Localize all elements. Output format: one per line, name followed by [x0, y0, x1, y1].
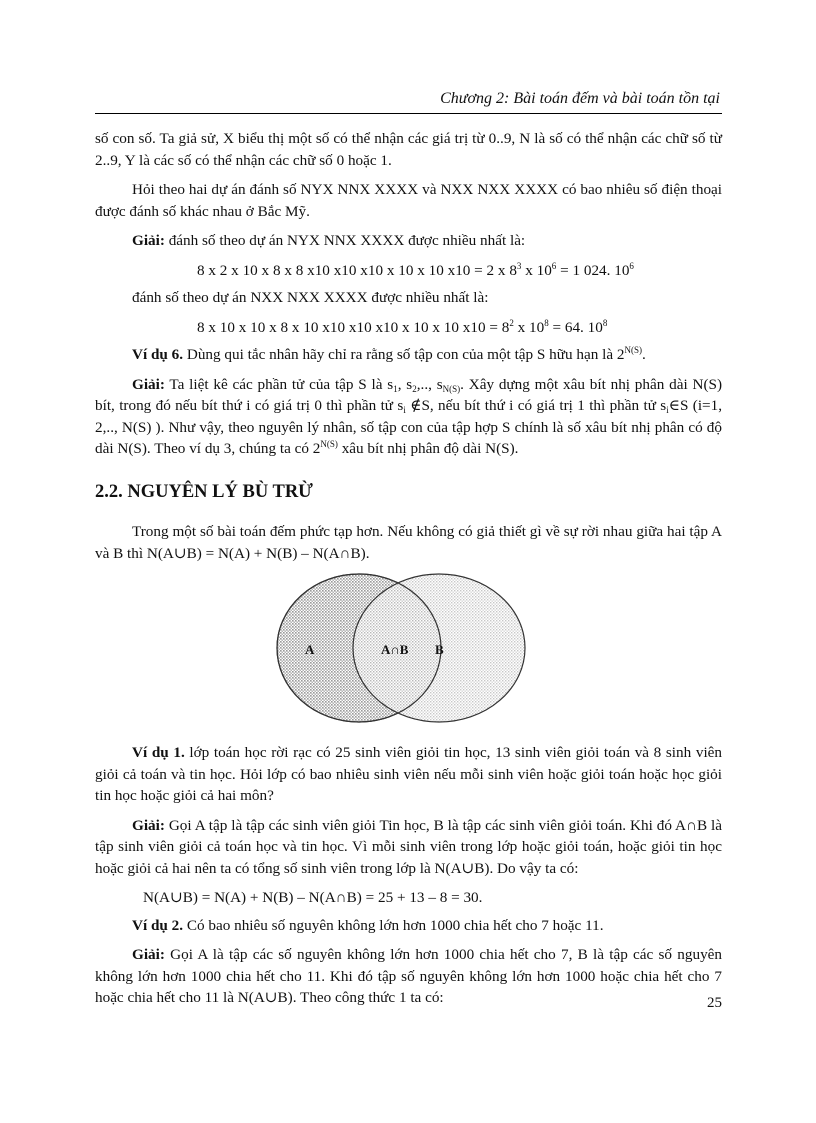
example-2: Ví dụ 2. Có bao nhiêu số nguyên không lớn hơn 1000 chia hết cho 7 hoặc 11. [132, 916, 604, 934]
paragraph-2: Hỏi theo hai dự án đánh số NYX NNX XXXX và NXX NXX XXXX có bao nhiêu số điện thoại được đánh số khác nhau ở Bắc Mỹ. [95, 181, 722, 220]
running-header: Chương 2: Bài toán đếm và bài toán tồn tại [440, 90, 720, 107]
solution-4: Giải: Gọi A là tập các số nguyên không lớn hơn 1000 chia hết cho 7, B là tập các số nguyên không lớn hơn 1000 chia hết cho 11. Khi đó tập số nguyên không lớn hơn 1000 hoặc chia hết cho 7 hoặc chia hết cho 11 là N(A∪B). Theo công thức 1 ta có: [95, 946, 722, 1006]
header-rule [95, 113, 722, 114]
example-1: Ví dụ 1. lớp toán học rời rạc có 25 sinh viên giỏi tin học, 13 sinh viên giỏi toán và 8 sinh viên giỏi cả toán và tin học. Hỏi lớp có bao nhiêu sinh viên nếu mỗi sinh viên hoặc giỏi toán hoặc học giỏi tin học hoặc giỏi cả hai môn? [95, 744, 722, 804]
formula-1: 8 x 2 x 10 x 8 x 8 x10 x10 x10 x 10 x 10 x10 = 2 x $8^3$ x $10^6 = 1$ 024. $10^6$ [197, 260, 634, 279]
solution-1 [95, 230, 722, 252]
section-title: 2.2. NGUYÊN LÝ BÙ TRỪ [95, 481, 313, 502]
solution-3: Giải: Gọi A tập là tập các sinh viên giỏi Tin học, B là tập các sinh viên giỏi toán. Khi đó A∩B là tập sinh viên giỏi cả toán học và tin học. Vì mỗi sinh viên trong lớp hoặc giỏi toán, hoặc giỏi tin học hoặc giỏi cả hai nên ta có tổng số sinh viên trong lớp là N(A∪B). Do vậy ta có: [95, 816, 722, 877]
page-content [95, 128, 722, 1017]
formula-3: N(A∪B) = N(A) + N(B) – N(A∩B) = 25 + 13 – 8 = 30. [143, 889, 483, 906]
label-a: A [305, 642, 315, 657]
solution-label: Giải: [132, 232, 165, 249]
venn-svg [271, 572, 541, 724]
formula-2: 8 x 10 x 10 x 8 x 10 x10 x10 x10 x 10 x 10 $x10 = 8^2$ x $10^8 = 64$. $10^8$ [197, 317, 608, 336]
paragraph-1: số con số. Ta giả sử, X biểu thị một số có thể nhận các giá trị từ 0..9, N là số có thể nhận các chữ số từ 2..9, Y là các số có thể nhận các chữ số 0 hoặc 1. [95, 130, 722, 169]
label-a-intersect-b: A∩B [381, 642, 409, 657]
solution-line-2: đánh số theo dự án NXX NXX XXXX được nhiều nhất là: [132, 289, 489, 306]
page-number: 25 [707, 995, 722, 1011]
solution-text: đánh số theo dự án NYX NNX XXXX được nhiều nhất là: [164, 232, 526, 249]
venn-diagram [95, 572, 722, 724]
label-b: B [435, 642, 444, 657]
solution-2: Giải: Ta liệt kê các phần tử của tập S là $s_1$, $s_2$,.., $s_{N(S)}$. Xây dựng một xâu bít nhị phân dài N(S) bít, trong đó nếu bít thứ i có giá trị 0 thì phần tử $s_i$ ∉S, nếu bít thứ i có giá trị 1 thì phần tử $s_i\in S$ (i=1, 2,.., N(S) ). Như vậy, theo nguyên lý nhân, số tập con của tập hợp S chính là số xâu bít nhị phân có độ dài N(S). Theo ví dụ 3, chúng ta có $2^{N(S)}$ xâu bít nhị phân độ dài N(S). [95, 375, 723, 457]
paragraph-3: Trong một số bài toán đếm phức tạp hơn. Nếu không có giả thiết gì về sự rời nhau giữa hai tập A và B thì N(A∪B) = N(A) + N(B) – N(A∩B). [95, 523, 722, 562]
example-6: Ví dụ 6. Dùng qui tắc nhân hãy chỉ ra rằng số tập con của một tập S hữu hạn là $2^{N(S)}$. [132, 345, 646, 363]
